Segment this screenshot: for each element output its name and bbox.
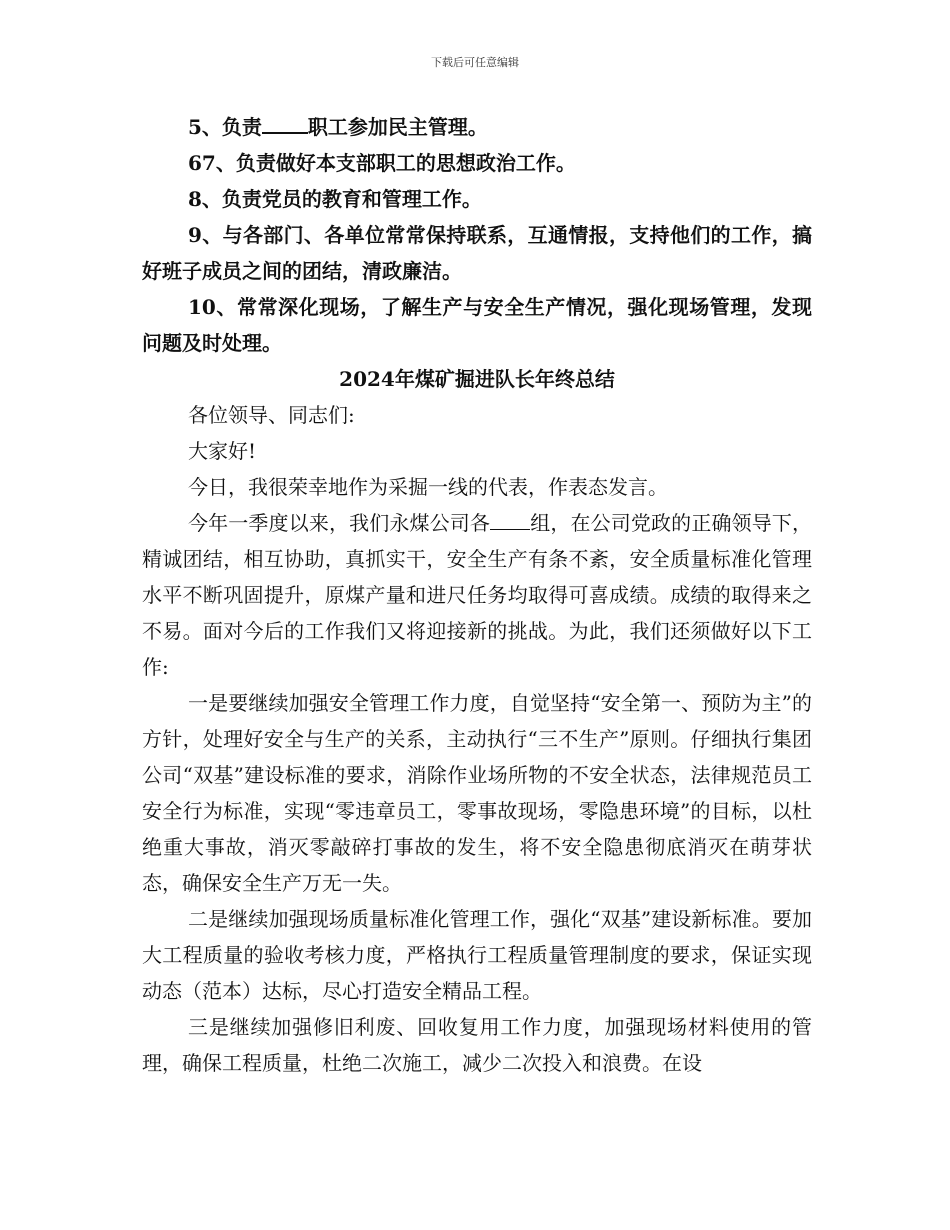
duty-item-10: 10、常常深化现场，了解生产与安全生产情况，强化现场管理，发现问题及时处理。 [142, 295, 812, 355]
paragraph-3: 二是继续加强现场质量标准化管理工作，强化“双基”建设新标准。要加大工程质量的验收考核力度，严格执行工程质量管理制度的要求，保证实现动态（范本）达标，尽心打造安全精品工程。 [142, 907, 812, 1003]
duty-item-67: 67、负责做好本支部职工的思想政治工作。 [188, 151, 576, 175]
paragraph-2: 一是要继续加强安全管理工作力度，自觉坚持“安全第一、预防为主”的方针，处理好安全与生产的关系，主动执行“三不生产”原则。仔细执行集团公司“双基”建设标准的要求，消除作业场所物的不安全状态，法律规范员工安全行为标准，实现“零违章员工，零事故现场，零隐患环境”的目标，以杜绝重大事故，消灭零敲碎打事故的发生，将不安全隐患彻底消灭在萌芽状态，确保安全生产万无一失。 [142, 691, 812, 895]
duty-item-9: 9、与各部门、各单位常常保持联系，互通情报，支持他们的工作，搞好班子成员之间的团结，清政廉洁。 [142, 223, 812, 283]
greeting: 大家好! [188, 439, 257, 463]
paragraph-1-prefix: 今年一季度以来，我们永煤公司各 [188, 511, 491, 535]
blank-fill [490, 511, 530, 530]
duty-item-8: 8、负责党员的教育和管理工作。 [188, 187, 482, 211]
document-body [142, 109, 812, 1081]
document-title: 2024年煤矿掘进队长年终总结 [339, 367, 615, 391]
blank-fill [262, 114, 308, 134]
salutation: 各位领导、同志们: [188, 403, 355, 427]
page-header: 下载后可任意编辑 [431, 56, 519, 69]
paragraph-4: 三是继续加强修旧利废、回收复用工作力度，加强现场材料使用的管理，确保工程质量，杜绝二次施工，减少二次投入和浪费。在设 [142, 1015, 812, 1075]
paragraph-1-suffix: 组，在公司党政的正确领导下，精诚团结，相互协助，真抓实干，安全生产有条不紊，安全质量标准化管理水平不断巩固提升，原煤产量和进尺任务均取得可喜成绩。成绩的取得来之不易。面对今后的工作我们又将迎接新的挑战。为此，我们还须做好以下工作: [142, 511, 813, 679]
duty-item-5 [142, 109, 812, 145]
intro-paragraph: 今日，我很荣幸地作为采掘一线的代表，作表态发言。 [188, 475, 668, 499]
duty-item-5-prefix: 5、负责 [188, 115, 262, 139]
paragraph-1 [142, 505, 812, 685]
duty-item-5-suffix: 职工参加民主管理。 [307, 115, 488, 139]
